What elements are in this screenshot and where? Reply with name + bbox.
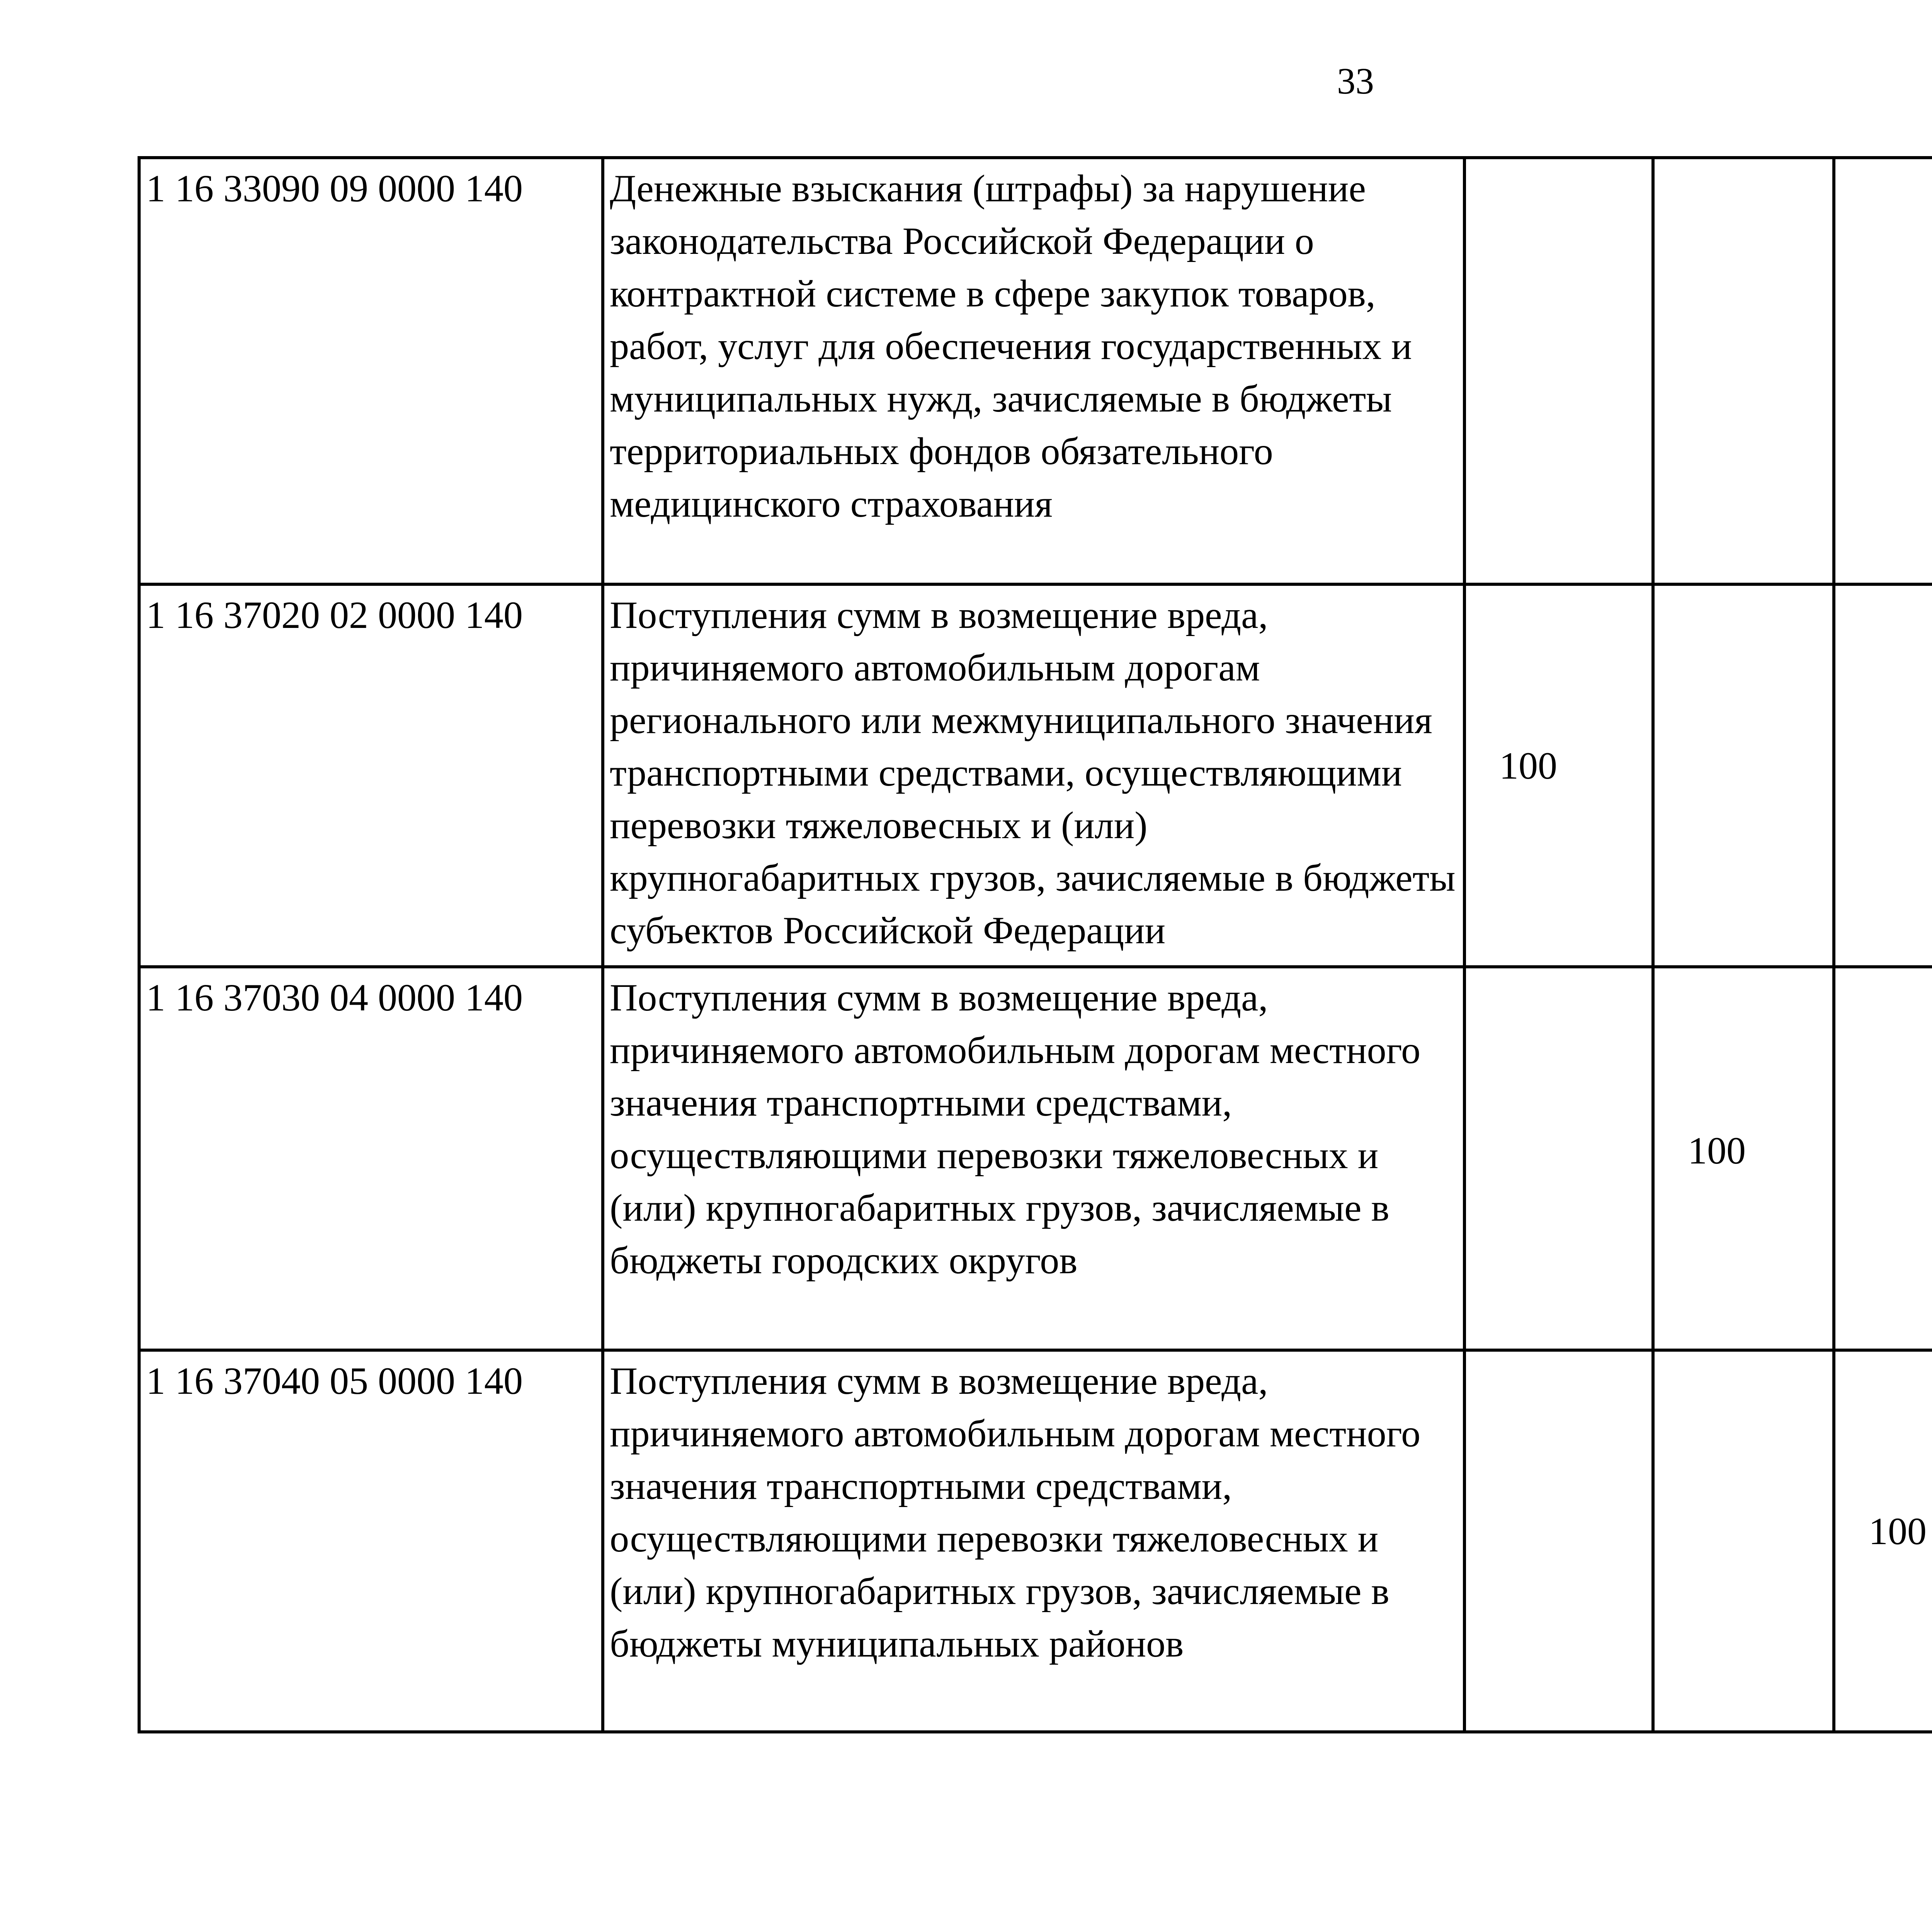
- value-cell-col5: [1834, 967, 1932, 1350]
- table-row: [139, 584, 1932, 967]
- value-cell-col4: [1653, 158, 1834, 584]
- budget-code-cell: 1 16 37040 05 0000 140: [139, 1350, 603, 1732]
- budget-code-cell: 1 16 33090 09 0000 140: [139, 158, 603, 584]
- budget-code-cell: 1 16 37030 04 0000 140: [139, 967, 603, 1350]
- value-cell-col3: [1464, 158, 1653, 584]
- budget-code-cell: 1 16 37020 02 0000 140: [139, 584, 603, 967]
- description-cell: Денежные взыскания (штрафы) за нарушение законодательства Российской Федерации о контрактной системе в сфере закупок товаров, работ, услуг для обеспечения государственных и муниципальных нужд, зачисляемые в бюджеты территориальных фондов обязательного медицинского страхования: [603, 158, 1464, 584]
- budget-classification-table: [138, 156, 1932, 1733]
- value-cell-col4: 100: [1653, 967, 1834, 1350]
- table-row: [139, 158, 1932, 584]
- table-row: [139, 967, 1932, 1350]
- value-cell-col5: [1834, 158, 1932, 584]
- value-cell-col3: [1464, 967, 1653, 1350]
- table-row: [139, 1350, 1932, 1732]
- value-cell-col3: [1464, 1350, 1653, 1732]
- value-cell-col4: [1653, 1350, 1834, 1732]
- value-cell-col5: [1834, 584, 1932, 967]
- description-cell: Поступления сумм в возмещение вреда, причиняемого автомобильным дорогам регионального или межмуниципального значения транспортными средствами, осуществляющими перевозки тяжеловесных и (или) крупногабаритных грузов, зачисляемые в бюджеты субъектов Российской Федерации: [603, 584, 1464, 967]
- value-cell-col3: 100: [1464, 584, 1653, 967]
- value-cell-col4: [1653, 584, 1834, 967]
- page-number: 33: [1337, 60, 1374, 102]
- description-cell: Поступления сумм в возмещение вреда, причиняемого автомобильным дорогам местного значения транспортными средствами, осуществляющими перевозки тяжеловесных и (или) крупногабаритных грузов, зачисляемые в бюджеты муниципальных районов: [603, 1350, 1464, 1732]
- description-cell: Поступления сумм в возмещение вреда, причиняемого автомобильным дорогам местного значения транспортными средствами, осуществляющими перевозки тяжеловесных и (или) крупногабаритных грузов, зачисляемые в бюджеты городских округов: [603, 967, 1464, 1350]
- value-cell-col5: 100: [1834, 1350, 1932, 1732]
